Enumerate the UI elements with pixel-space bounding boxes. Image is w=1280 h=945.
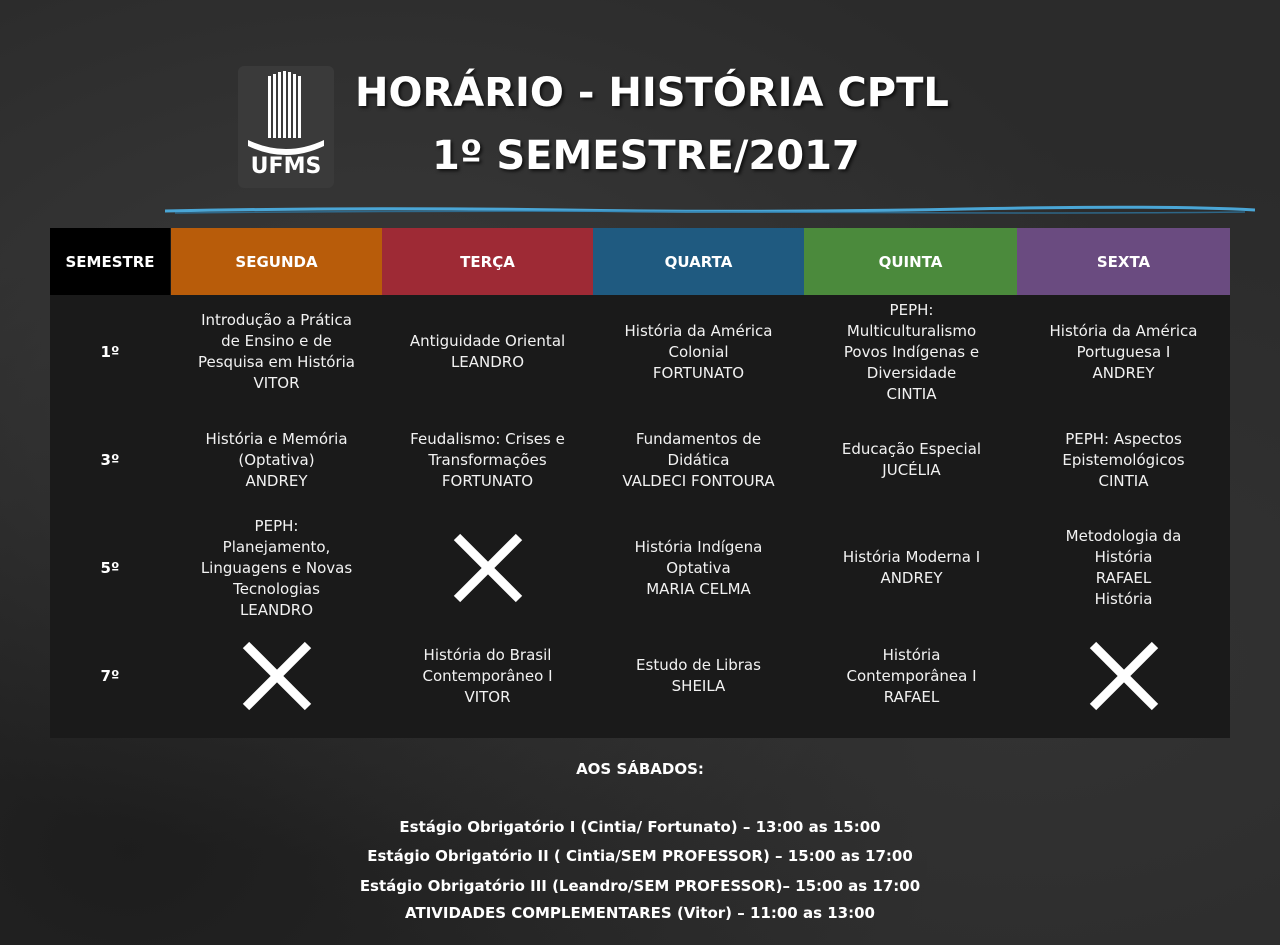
cell-text-line: ANDREY <box>1092 363 1155 382</box>
cell-text-line: Tecnologias <box>233 579 320 598</box>
schedule-cell <box>806 514 1017 622</box>
no-class-x-icon <box>453 533 523 603</box>
cell-text-line: Multiculturalismo <box>846 321 977 340</box>
cell-text-line: Epistemológicos <box>1062 450 1185 469</box>
semester-label: 3º <box>100 451 120 469</box>
cell-text-line: VITOR <box>253 374 300 392</box>
cell-text-line: LEANDRO <box>450 353 525 371</box>
cell-text-line: RAFAEL <box>1095 569 1152 587</box>
cell-text-line: Colonial <box>668 342 729 361</box>
cell-text-line: JUCÉLIA <box>882 461 941 479</box>
cell-text-line: Optativa <box>666 558 731 577</box>
schedule-cell <box>382 298 593 406</box>
schedule-cell <box>1017 622 1230 730</box>
cell-text-line: de Ensino e de <box>221 332 332 350</box>
cell-text-line: Diversidade <box>866 363 957 382</box>
cell-text-line: Povos Indígenas e <box>843 342 980 361</box>
cell-text-line: História e Memória <box>205 429 348 448</box>
cell-text-line: ANDREY <box>245 471 308 490</box>
cell-text-line: Portuguesa I <box>1076 342 1171 361</box>
schedule-cell <box>593 298 804 406</box>
cell-text-line: Linguagens e Novas <box>200 558 353 577</box>
semester-label: 7º <box>100 667 120 685</box>
schedule-cell <box>593 514 804 622</box>
cell-text-line: PEPH: Aspectos <box>1065 429 1182 448</box>
title-underline <box>165 204 1255 216</box>
saturday-line-4: ATIVIDADES COMPLEMENTARES (Vitor) – 11:00 as 13:00 <box>405 904 875 922</box>
cell-text-line: VITOR <box>464 687 511 706</box>
schedule-table <box>50 228 1230 738</box>
schedule-cell <box>382 514 593 622</box>
cell-text-line: MARIA CELMA <box>646 579 751 598</box>
cell-text-line: Contemporânea I <box>846 666 977 685</box>
cell-text-line: FORTUNATO <box>652 363 745 382</box>
schedule-cell <box>593 406 804 514</box>
page-title: HORÁRIO - HISTÓRIA CPTL <box>355 70 949 116</box>
header-terca: TERÇA <box>382 228 593 295</box>
cell-text-line: Transformações <box>428 450 547 469</box>
schedule-cell <box>171 406 382 514</box>
schedule-cell <box>1017 514 1230 622</box>
cell-text-line: ANDREY <box>880 569 943 587</box>
header-quarta: QUARTA <box>593 228 804 295</box>
header-quinta: QUINTA <box>804 228 1017 295</box>
cell-text-line: História da América <box>624 321 773 340</box>
cell-text-line: Introdução a Prática <box>201 311 352 329</box>
cell-text-line: História do Brasil <box>423 645 552 664</box>
schedule-cell <box>593 622 804 730</box>
schedule-cell <box>171 298 382 406</box>
cell-text-line: História <box>1094 548 1153 566</box>
cell-text-line: CINTIA <box>1098 471 1149 490</box>
saturday-line-1: Estágio Obrigatório I (Cintia/ Fortunato) – 13:00 as 15:00 <box>399 818 881 836</box>
schedule-cell <box>806 622 1017 730</box>
semester-label: 5º <box>100 559 120 577</box>
saturday-heading: AOS SÁBADOS: <box>576 760 704 778</box>
header-sexta: SEXTA <box>1017 228 1230 295</box>
schedule-cell <box>1017 298 1230 406</box>
logo-text: UFMS <box>250 154 322 179</box>
cell-text-line: Metodologia da <box>1065 527 1182 545</box>
cell-text-line: Didática <box>667 450 730 469</box>
semester-label: 1º <box>100 343 120 361</box>
schedule-cell <box>806 406 1017 514</box>
schedule-cell <box>382 406 593 514</box>
cell-text-line: Educação Especial <box>841 440 982 458</box>
cell-text-line: Fundamentos de <box>635 429 762 448</box>
cell-text-line: História <box>1094 590 1153 608</box>
schedule-cell <box>1017 406 1230 514</box>
header-segunda: SEGUNDA <box>171 228 382 295</box>
ufms-logo <box>238 66 334 188</box>
schedule-cell <box>171 514 382 622</box>
cell-text-line: CINTIA <box>886 384 937 403</box>
cell-text-line: Antiguidade Oriental <box>409 332 566 350</box>
cell-text-line: VALDECI FONTOURA <box>622 471 775 490</box>
cell-text-line: Estudo de Libras <box>636 656 761 674</box>
no-class-x-icon <box>1089 641 1159 711</box>
cell-text-line: História Moderna I <box>842 548 981 566</box>
cell-text-line: LEANDRO <box>239 600 314 619</box>
header-semestre: SEMESTRE <box>50 228 170 295</box>
schedule-cell <box>171 622 382 730</box>
cell-text-line: Planejamento, <box>222 537 331 556</box>
cell-text-line: História Indígena <box>634 537 763 556</box>
cell-text-line: PEPH: <box>254 516 299 535</box>
page-subtitle: 1º SEMESTRE/2017 <box>432 133 860 179</box>
cell-text-line: Pesquisa em História <box>198 353 355 371</box>
saturday-line-2: Estágio Obrigatório II ( Cintia/SEM PROFESSOR) – 15:00 as 17:00 <box>367 847 913 865</box>
cell-text-line: (Optativa) <box>238 450 315 469</box>
cell-text-line: História <box>882 645 941 664</box>
cell-text-line: Contemporâneo I <box>422 666 553 685</box>
saturday-line-3: Estágio Obrigatório III (Leandro/SEM PROFESSOR)– 15:00 as 17:00 <box>359 877 921 895</box>
cell-text-line: SHEILA <box>671 677 726 695</box>
cell-text-line: FORTUNATO <box>441 471 534 490</box>
schedule-cell <box>382 622 593 730</box>
cell-text-line: Feudalismo: Crises e <box>410 429 565 448</box>
cell-text-line: RAFAEL <box>883 687 940 706</box>
cell-text-line: PEPH: <box>889 300 934 319</box>
schedule-cell <box>806 298 1017 406</box>
no-class-x-icon <box>242 641 312 711</box>
cell-text-line: História da América <box>1049 321 1198 340</box>
